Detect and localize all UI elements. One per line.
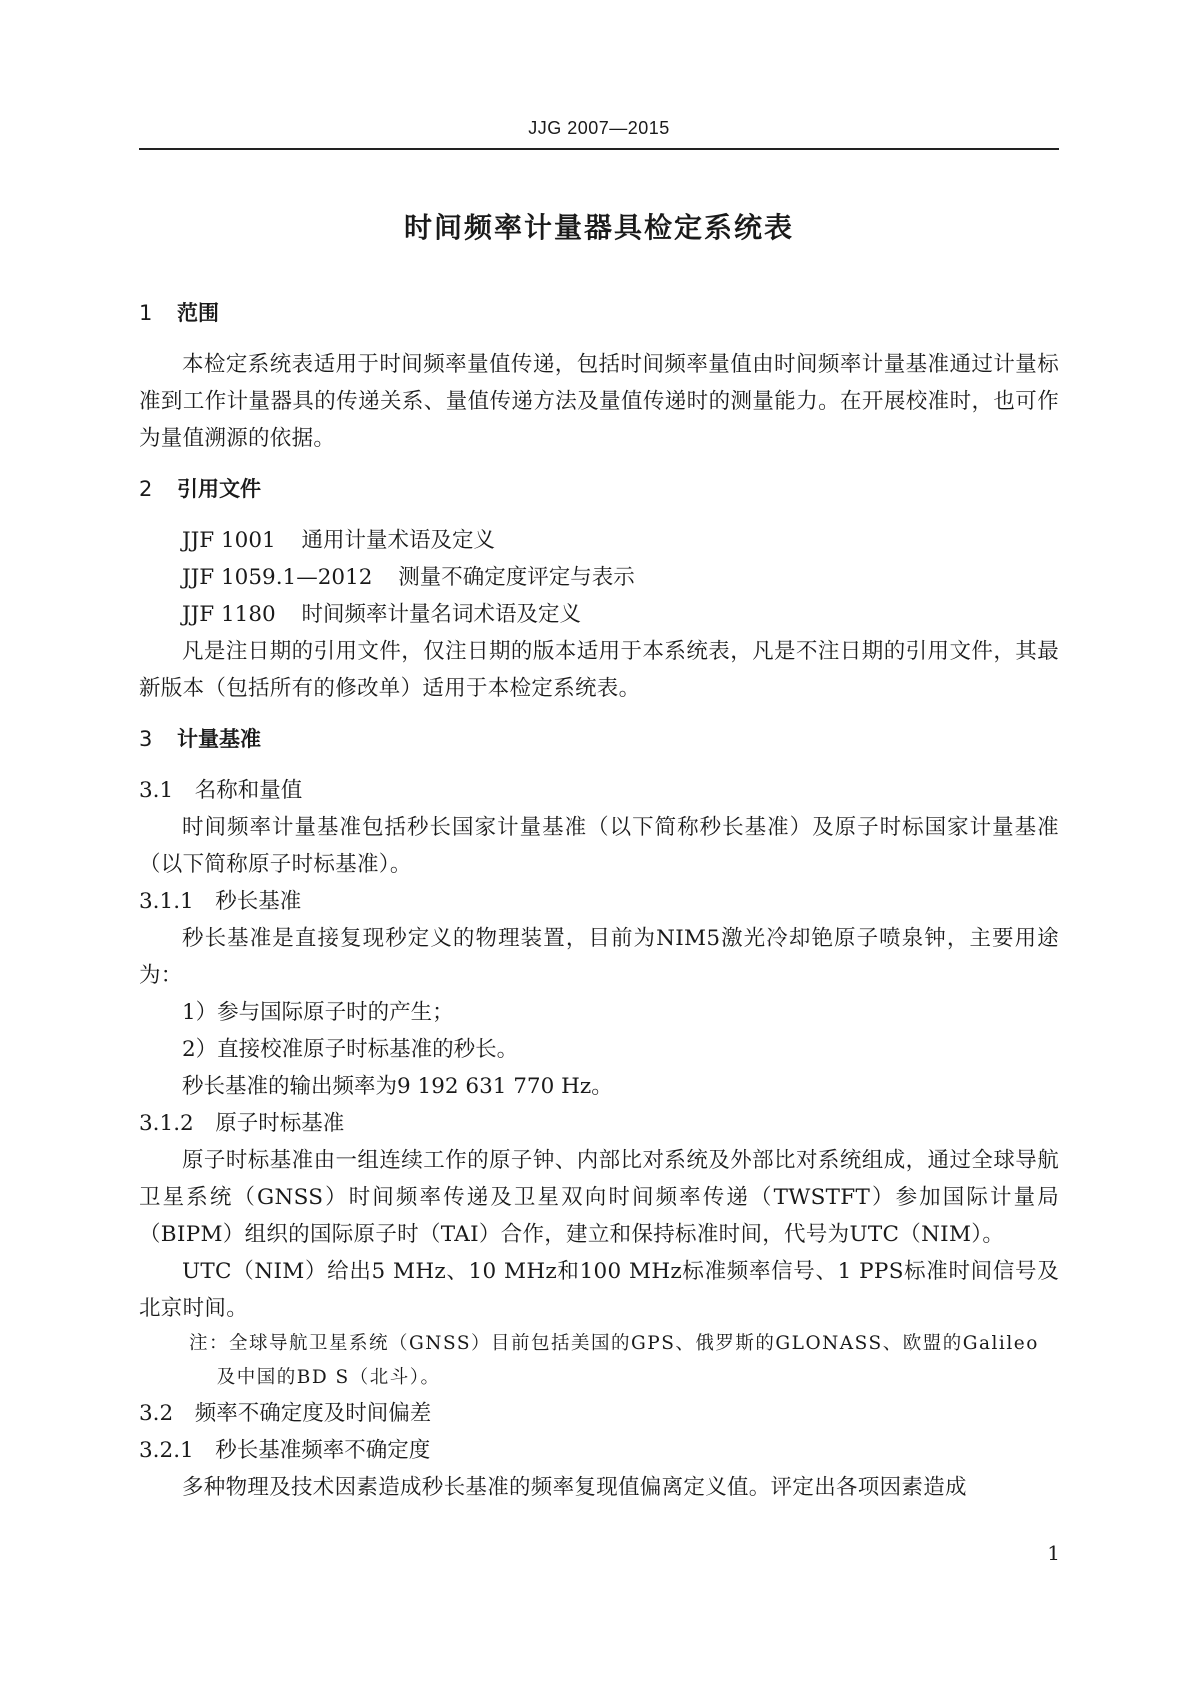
subsection-3-2-1-paragraph: 多种物理及技术因素造成秒长基准的频率复现值偏离定义值。评定出各项因素造成: [182, 1475, 967, 1500]
list-item: 2）直接校准原子时标基准的秒长。: [182, 1037, 519, 1062]
subsection-3-1-2-paragraph: 原子时标基准由一组连续工作的原子钟、内部比对系统及外部比对系统组成，通过全球导航卫星系统（GNSS）时间频率传递及卫星双向时间频率传递（TWSTFT）参加国际计量局（BIPM）组织的国际原子时（TAI）合作，建立和保持标准时间，代号为UTC（NIM）。: [139, 1148, 1059, 1247]
subsection-3-1-heading: 3.1 名称和量值: [139, 778, 303, 803]
section-2-paragraph: 凡是注日期的引用文件，仅注日期的版本适用于本系统表，凡是不注日期的引用文件，其最新版本（包括所有的修改单）适用于本检定系统表。: [139, 639, 1059, 701]
list-item: 1）参与国际原子时的产生；: [182, 1000, 454, 1025]
section-1-heading: 1 范围: [139, 301, 219, 325]
section-2-heading: 2 引用文件: [139, 477, 261, 501]
reference-item: JJF 1059.1—2012 测量不确定度评定与表示: [182, 565, 635, 590]
reference-item: JJF 1180 时间频率计量名词术语及定义: [182, 602, 582, 627]
standard-code-header: JJG 2007—2015: [528, 118, 670, 138]
section-3-heading: 3 计量基准: [139, 727, 261, 751]
document-title: 时间频率计量器具检定系统表: [403, 211, 794, 244]
subsection-3-2-1-heading: 3.2.1 秒长基准频率不确定度: [139, 1438, 431, 1463]
subsection-3-1-2-heading: 3.1.2 原子时标基准: [139, 1111, 345, 1136]
output-frequency-text: 秒长基准的输出频率为9 192 631 770 Hz。: [182, 1074, 613, 1099]
note: 注：全球导航卫星系统（GNSS）目前包括美国的GPS、俄罗斯的GLONASS、欧盟的Galileo 及中国的BD S（北斗）。: [189, 1333, 1039, 1388]
subsection-3-1-2-paragraph-2: UTC（NIM）给出5 MHz、10 MHz和100 MHz标准频率信号、1 PPS标准时间信号及北京时间。: [139, 1259, 1059, 1321]
document-body: [139, 295, 1059, 1506]
subsection-3-1-paragraph: 时间频率计量基准包括秒长国家计量基准（以下简称秒长基准）及原子时标国家计量基准（以下简称原子时标基准）。: [139, 815, 1059, 877]
section-1-paragraph: 本检定系统表适用于时间频率量值传递，包括时间频率量值由时间频率计量基准通过计量标准到工作计量器具的传递关系、量值传递方法及量值传递时的测量能力。在开展校准时，也可作为量值溯源的依据。: [139, 352, 1059, 451]
subsection-3-1-1-paragraph: 秒长基准是直接复现秒定义的物理装置，目前为NIM5激光冷却铯原子喷泉钟，主要用途为：: [139, 926, 1059, 988]
reference-item: JJF 1001 通用计量术语及定义: [182, 528, 496, 553]
subsection-3-1-1-heading: 3.1.1 秒长基准: [139, 889, 302, 914]
subsection-3-2-heading: 3.2 频率不确定度及时间偏差: [139, 1401, 432, 1426]
page-number: 1: [1047, 1541, 1060, 1565]
header-rule: [139, 148, 1059, 150]
